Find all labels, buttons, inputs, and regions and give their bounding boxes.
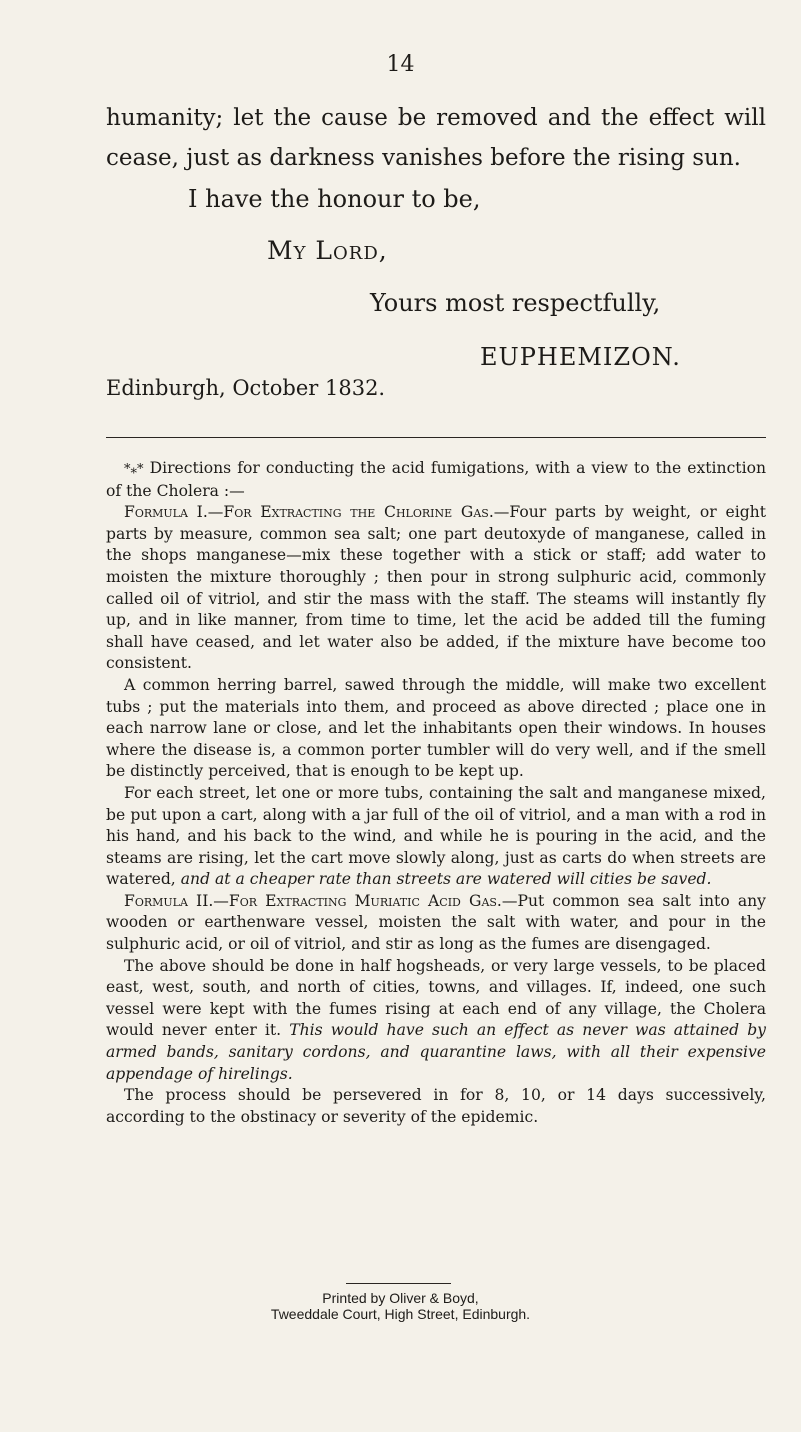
- section-divider: [106, 437, 766, 438]
- placement-emphasis: This would have such an effect as never was attained by armed bands, sanitary cordons, and quarantine laws, with all their expensive appendage of hirelings.: [106, 1021, 766, 1083]
- place-date: Edinburgh, October 1832.: [106, 376, 386, 400]
- signature: EUPHEMIZON.: [480, 343, 681, 371]
- formula-2-body: —Put common sea salt into any wooden or earthenware vessel, moisten the salt with water, and pour in the sulphuric acid, or oil of vitriol, and stir as long as the fumes are disengaged.: [106, 891, 766, 954]
- imprint-line-2: Tweeddale Court, High Street, Edinburgh.: [270, 1306, 531, 1322]
- street-paragraph: [106, 783, 766, 891]
- closing-yours: Yours most respectfully,: [370, 289, 661, 317]
- opening-paragraph: humanity; let the cause be removed and the effect will cease, just as darkness vanishes before the rising sun.: [106, 105, 766, 171]
- street-emphasis: and at a cheaper rate than streets are watered will cities be saved.: [180, 870, 712, 889]
- page-number: 14: [386, 52, 415, 77]
- fumigation-directions: [106, 458, 766, 1128]
- closing-honour: I have the honour to be,: [188, 185, 481, 213]
- placement-paragraph: [106, 956, 766, 1086]
- placement-text: The above should be done in half hogsheads, or very large vessels, to be placed east, west, south, and north of cities, towns, and villages. If, indeed, one such vessel were kept with the fumes rising at each end of any village, the Cholera would never enter it.: [106, 956, 766, 1040]
- intro-text: Directions for conducting the acid fumigations, with a view to the extinction of the Cholera :—: [106, 459, 766, 500]
- formula-2-heading: Formula II.—For Extracting Muriatic Acid Gas.: [124, 891, 502, 910]
- formula-1-body: —Four parts by weight, or eight parts by measure, common sea salt; one part deutoxyde of manganese, called in the shops manganese—mix these together with a stick or staff; add water to moisten the mixture thoroughly ; then pour in strong sulphuric acid, commonly called oil of vitriol, and stir the mass with the staff. The steams will instantly fly up, and in like manner, from time to time, let the acid be added till the fuming shall have ceased, and let water also be added, if the mixture have become too consistent.: [106, 503, 766, 673]
- formula-1-heading: Formula I.—For Extracting the Chlorine Gas.: [124, 503, 494, 522]
- closing-address: My Lord,: [267, 236, 388, 265]
- process-paragraph: The process should be persevered in for 8, 10, or 14 days successively, according to the obstinacy or severity of the epidemic.: [106, 1086, 766, 1126]
- formula-1: [106, 502, 766, 675]
- asterism: *⁎*: [124, 462, 144, 477]
- street-text: For each street, let one or more tubs, containing the salt and manganese mixed, be put upon a cart, along with a jar full of the oil of vitriol, and a man with a rod in his hand, and his back to the wind, and while he is pouring in the acid, and the steams are rising, let the cart move slowly along, just as carts do when streets are watered,: [106, 783, 766, 889]
- formula-2: [106, 891, 766, 956]
- notes-intro: [106, 458, 766, 502]
- imprint-divider: [346, 1283, 451, 1284]
- printer-imprint: [0, 1290, 801, 1322]
- herring-paragraph: A common herring barrel, sawed through the middle, will make two excellent tubs ; put the materials into them, and proceed as above directed ; place one in each narrow lane or close, and let the inhabitants open their windows. In houses where the disease is, a common porter tumbler will do very well, and if the smell be distinctly perceived, that is enough to be kept up.: [106, 675, 766, 781]
- imprint-line-1: Printed by Oliver & Boyd,: [322, 1290, 479, 1306]
